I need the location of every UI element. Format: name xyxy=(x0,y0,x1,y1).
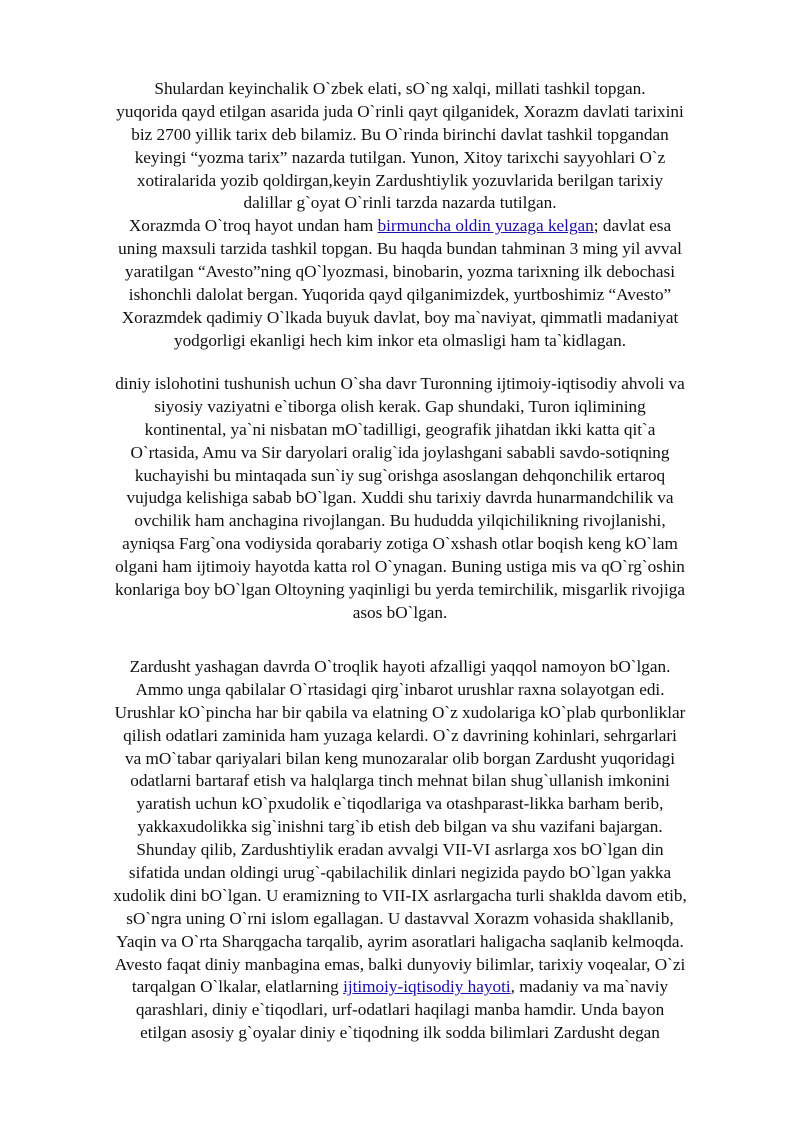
text-line-with-link xyxy=(100,215,700,238)
text-line: kuchayishi bu mintaqada sun`iy sug`orishga asoslangan dehqonchilik ertaroq xyxy=(134,465,666,485)
paragraph-3 xyxy=(100,656,700,1045)
inline-link[interactable]: ijtimoiy-iqtisodiy hayoti xyxy=(343,977,511,997)
text-line: Zardusht yashagan davrda O`troqlik hayoti afzalligi yaqqol namoyon bO`lgan. xyxy=(129,657,671,676)
text-line: Shulardan keyinchalik O`zbek elati, sO`ng xalqi, millati tashkil topgan. xyxy=(154,79,646,98)
paragraph-1 xyxy=(100,78,700,353)
text-line: siyosiy vaziyatni e`tiborga olish kerak. Gap shundaki, Turon iqlimining xyxy=(154,396,646,416)
text-line: va mO`tabar qariyalari bilan keng munozaralar olib borgan Zardusht yuqoridagi xyxy=(125,748,675,768)
text-line: Urushlar kO`pincha har bir qabila va elatning O`z xudolariga kO`plab qurbonliklar xyxy=(114,702,686,722)
text-line: O`rtasida, Amu va Sir daryolari oralig`ida joylashgani sababli savdo-sotiqning xyxy=(130,442,670,462)
text-line: Shunday qilib, Zardushtiylik eradan avvalgi VII-VI asrlarga xos bO`lgan din xyxy=(136,840,664,860)
text-line: xudolik dini bO`lgan. U eramizning to VII-IX asrlargacha turli shaklda davom etib, xyxy=(113,885,687,905)
text-line: vujudga kelishiga sabab bO`lgan. Xuddi shu tarixiy davrda hunarmandchilik va xyxy=(126,488,674,508)
text-line: konlariga boy bO`lgan Oltoyning yaqinligi bu yerda temirchilik, misgarlik rivojiga xyxy=(115,580,685,600)
text-line: yakkaxudolikka sig`inishni targ`ib etish deb bilgan va shu vazifani bajargan. xyxy=(137,817,663,837)
text-line: yuqorida qayd etilgan asarida juda O`rinli qayt qilganidek, Xorazm davlati tarixini xyxy=(116,101,684,121)
text-line: etilgan asosiy g`oyalar diniy e`tiqodning ilk sodda bilimlari Zardusht degan xyxy=(140,1023,660,1043)
text-line: olgani ham ijtimoiy hayotda katta rol O`ynagan. Buning ustiga mis va qO`rg`oshin xyxy=(115,557,685,577)
text-line: qilish odatlari zaminida ham yuzaga kelardi. O`z davrining kohinlari, sehrgarlari xyxy=(123,725,677,745)
text-line: sifatida undan oldingi urug`-qabilachilik dinlari negizida paydo bO`lgan yakka xyxy=(128,863,672,883)
inline-link[interactable]: birmuncha oldin yuzaga kelgan xyxy=(377,216,594,236)
text-line: uning maxsuli tarzida tashkil topgan. Bu haqda bundan tahminan 3 ming yil avval xyxy=(118,239,682,259)
text-line: Yaqin va O`rta Sharqgacha tarqalib, ayrim asoratlari haligacha saqlanib kelmoqda. xyxy=(116,931,684,951)
text-line: odatlarni bartaraf etish va halqlarga tinch mehnat bilan shug`ullanish imkonini xyxy=(130,771,670,791)
text-line: diniy islohotini tushunish uchun O`sha davr Turonning ijtimoiy-iqtisodiy ahvoli va xyxy=(115,374,685,393)
text-line-with-link xyxy=(100,976,700,999)
text-line: ishonchli dalolat bergan. Yuqorida qayd qilganimizdek, yurtboshimiz “Avesto” xyxy=(128,285,672,305)
text-line: yodgorligi ekanligi hech kim inkor eta olmasligi ham ta`kidlagan. xyxy=(173,330,627,350)
text-line: kontinental, ya`ni nisbatan mO`tadilligi, geografik jihatdan ikki katta qit`a xyxy=(144,419,656,439)
text-line: yaratish uchun kO`pxudolik e`tiqodlariga va otashparast-likka barham berib, xyxy=(136,794,664,814)
text-segment: , madaniy va ma`naviy xyxy=(510,977,669,997)
paragraph-2 xyxy=(100,373,700,625)
text-line: biz 2700 yillik tarix deb bilamiz. Bu O`rinda birinchi davlat tashkil topgandan xyxy=(131,124,669,144)
text-line: dalillar g`oyat O`rinli tarzda nazarda tutilgan. xyxy=(243,193,557,213)
text-segment: tarqalgan O`lkalar, elatlarning xyxy=(131,977,344,997)
text-line: qarashlari, diniy e`tiqodlari, urf-odatlari haqilagi manba hamdir. Unda bayon xyxy=(135,1000,665,1020)
text-line: keyingi “yozma tarix” nazarda tutilgan. Yunon, Xitoy tarixchi sayyohlari O`z xyxy=(134,147,666,167)
text-line: asos bO`lgan. xyxy=(352,602,448,622)
text-line: ayniqsa Farg`ona vodiysida qorabariy zotiga O`xshash otlar boqish keng kO`lam xyxy=(122,534,678,554)
text-segment: Xorazmda O`troq hayot undan ham xyxy=(128,216,378,236)
text-line: yaratilgan “Avesto”ning qO`lyozmasi, binobarin, yozma tarixning ilk debochasi xyxy=(124,262,675,282)
text-line: Avesto faqat diniy manbagina emas, balki dunyoviy bilimlar, tarixiy voqealar, O`zi xyxy=(114,954,686,974)
text-line: Ammo unga qabilalar O`rtasidagi qirg`inbarot urushlar raxna solayotgan edi. xyxy=(135,679,665,699)
text-line: xotiralarida yozib qoldirgan,keyin Zardushtiylik yozuvlarida berilgan tarixiy xyxy=(136,170,664,190)
text-line: ovchilik ham anchagina rivojlangan. Bu hududda yilqichilikning rivojlanishi, xyxy=(134,511,666,531)
text-line: Xorazmdek qadimiy O`lkada buyuk davlat, boy ma`naviyat, qimmatli madaniyat xyxy=(121,307,679,327)
text-segment: ; davlat esa xyxy=(593,216,672,236)
text-line: sO`ngra uning O`rni islom egallagan. U dastavval Xorazm vohasida shakllanib, xyxy=(126,908,674,928)
